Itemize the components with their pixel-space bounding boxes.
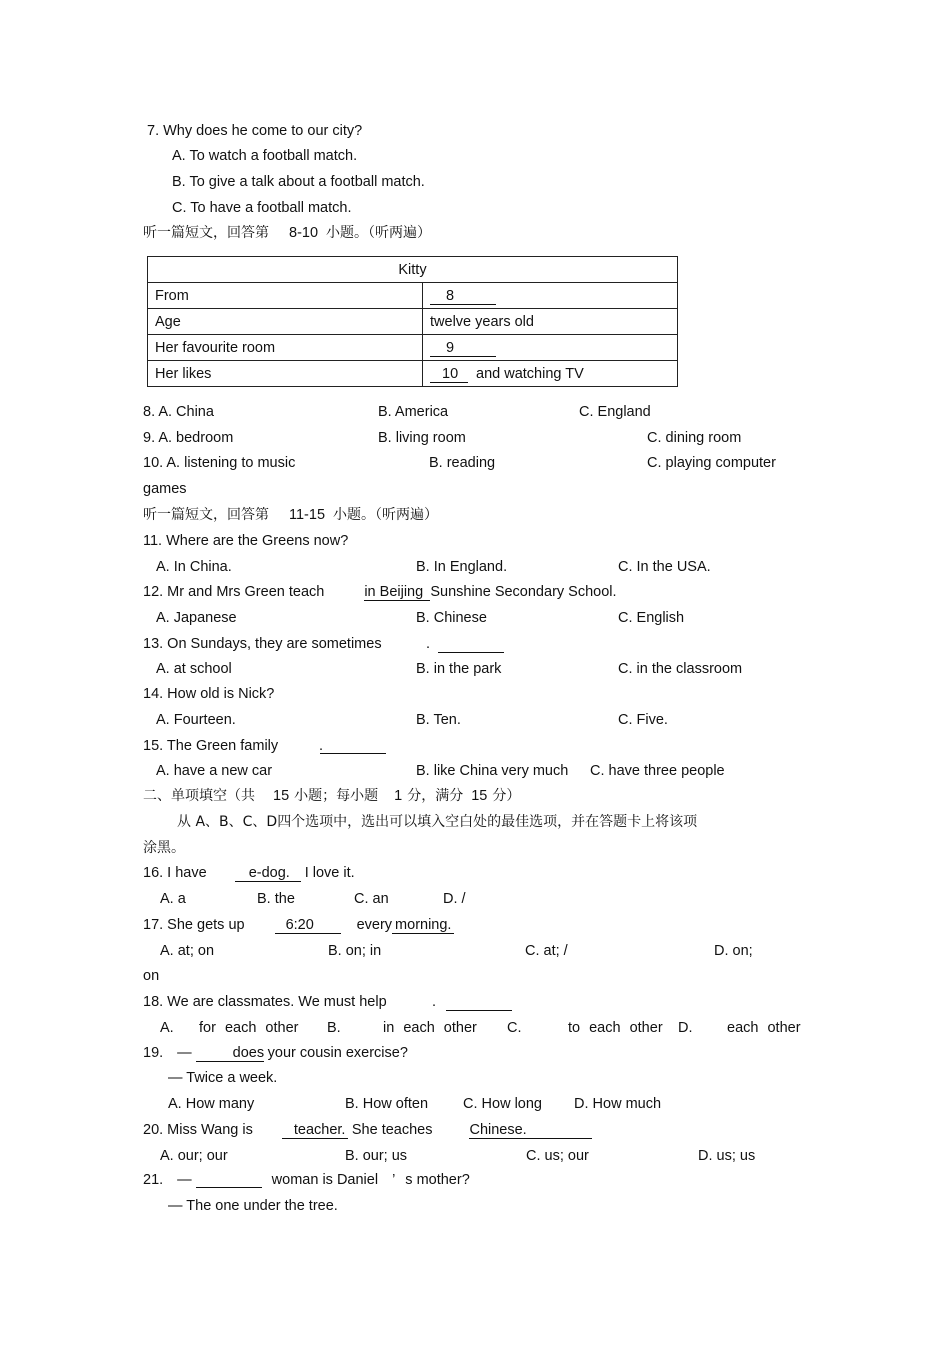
q10-option-c-cont: games (143, 481, 187, 497)
table-value: twelve years old (423, 309, 678, 335)
q18-question: 18. We are classmates. We must help (143, 994, 387, 1010)
q12-question: 12. Mr and Mrs Green teach in Beijing Sunshine Secondary School. (143, 584, 617, 600)
q18-option-d: each other (727, 1020, 801, 1036)
table-value: 10 and watching TV (423, 361, 678, 387)
q17-blank-2: morning. (392, 917, 454, 934)
q12-option-c: C. English (618, 610, 685, 626)
q13-question: 13. On Sundays, they are sometimes (143, 636, 382, 652)
q18-option-a-letter: A. (160, 1020, 174, 1036)
q10-option-b: B. reading (429, 455, 496, 471)
q15-question: 15. The Green family (143, 738, 279, 754)
q14-question: 14. How old is Nick? (143, 686, 275, 702)
q13-option-c: C. in the classroom (618, 661, 743, 677)
q18-option-b: in each other (383, 1020, 477, 1036)
table-label: Her likes (148, 361, 423, 387)
q8-option-a: 8. A. China (143, 404, 214, 420)
q9-option-b: B. living room (378, 430, 466, 446)
q19-answer: — Twice a week. (168, 1070, 278, 1086)
q13-blank (438, 652, 504, 653)
q16-question: 16. I have e-dog. I love it. (143, 865, 355, 881)
listening-instruction-2: 听一篇短文，回答第 11-15 小题。（听两遍） (143, 507, 439, 523)
q7-option-b: B. To give a talk about a football match. (172, 174, 425, 190)
q21-question: 21. — woman is Daniel ’ s mother? (143, 1172, 470, 1188)
q19-option-b: B. How often (345, 1096, 429, 1112)
q16-option-c: C. an (354, 891, 389, 907)
q17-question: 17. She gets up 6:20 every morning. (143, 916, 454, 934)
table-row (148, 361, 678, 387)
q20-blank: teacher. (282, 1122, 348, 1139)
q20-option-c: C. us; our (526, 1148, 589, 1164)
q19-blank: does (196, 1045, 264, 1062)
q11-option-a: A. In China. (156, 559, 232, 575)
blank-8: 8 (430, 288, 496, 305)
q9-option-a: 9. A. bedroom (143, 430, 234, 446)
table-title: Kitty (148, 257, 678, 283)
q12-option-a: A. Japanese (156, 610, 237, 626)
table-row (148, 309, 678, 335)
q9-option-c: C. dining room (647, 430, 742, 446)
q8-option-b: B. America (378, 404, 449, 420)
q18-option-c: to each other (568, 1020, 663, 1036)
q14-option-a: A. Fourteen. (156, 712, 236, 728)
q21-blank (196, 1171, 262, 1188)
q17-option-d-cont: on (143, 968, 160, 984)
q16-option-b: B. the (257, 891, 295, 907)
q15-dot: . (319, 738, 324, 754)
q12-blank: in Beijing (364, 584, 430, 601)
table-label: Her favourite room (148, 335, 423, 361)
q11-question: 11. Where are the Greens now? (143, 533, 349, 549)
q14-option-c: C. Five. (618, 712, 668, 728)
q21-answer: — The one under the tree. (168, 1198, 338, 1214)
q13-option-a: A. at school (156, 661, 232, 677)
kitty-info-table (147, 256, 678, 387)
q7-option-a: A. To watch a football match. (172, 148, 358, 164)
q15-option-a: A. have a new car (156, 763, 273, 779)
q18-dot: . (432, 994, 437, 1010)
q15-blank (320, 753, 386, 754)
q18-option-b-letter: B. (327, 1020, 341, 1036)
q16-blank: e-dog. (235, 865, 301, 882)
q19-option-d: D. How much (574, 1096, 662, 1112)
q18-option-a: for each other (199, 1020, 299, 1036)
q8-option-c: C. England (579, 404, 651, 420)
table-label: From (148, 283, 423, 309)
q15-option-c: C. have three people (590, 763, 725, 779)
q20-question: 20. Miss Wang is teacher. She teaches Chinese. (143, 1121, 592, 1139)
q20-option-d: D. us; us (698, 1148, 756, 1164)
q17-option-a: A. at; on (160, 943, 215, 959)
q11-option-b: B. In England. (416, 559, 508, 575)
q7-option-c: C. To have a football match. (172, 200, 352, 216)
q10-option-c: C. playing computer (647, 455, 776, 471)
section2-heading: 二、单项填空（共 15 小题；每小题 1 分，满分 15 分） (143, 788, 521, 804)
q14-option-b: B. Ten. (416, 712, 461, 728)
q13-dot: . (426, 636, 431, 652)
q17-blank: 6:20 (275, 917, 341, 934)
q12-option-b: B. Chinese (416, 610, 487, 626)
q18-option-c-letter: C. (507, 1020, 522, 1036)
q13-option-b: B. in the park (416, 661, 502, 677)
q18-option-d-letter: D. (678, 1020, 693, 1036)
q10-option-a: 10. A. listening to music (143, 455, 296, 471)
q17-option-c: C. at; / (525, 943, 568, 959)
q16-option-a: A. a (160, 891, 186, 907)
q19-option-a: A. How many (168, 1096, 255, 1112)
q19-option-c: C. How long (463, 1096, 542, 1112)
q19-question: 19. — does your cousin exercise? (143, 1045, 408, 1061)
q20-option-a: A. our; our (160, 1148, 228, 1164)
q17-option-b: B. on; in (328, 943, 382, 959)
q17-option-d: D. on; (714, 943, 753, 959)
table-value (423, 335, 678, 361)
q11-option-c: C. In the USA. (618, 559, 711, 575)
q20-blank-2: Chinese. (469, 1122, 592, 1139)
listening-instruction-1: 听一篇短文，回答第 8-10 小题。（听两遍） (143, 225, 432, 241)
table-label: Age (148, 309, 423, 335)
table-value (423, 283, 678, 309)
table-row (148, 335, 678, 361)
q18-blank (446, 1010, 512, 1011)
section2-instruction: 从 A、B、C、D四个选项中，选出可以填入空白处的最佳选项，并在答题卡上将该项 (177, 814, 698, 830)
q7-question: 7. Why does he come to our city? (147, 123, 363, 139)
blank-10: 10 (430, 366, 468, 383)
section2-instruction-cont: 涂黑。 (143, 840, 185, 856)
table-row (148, 283, 678, 309)
q15-option-b: B. like China very much (416, 763, 569, 779)
blank-9: 9 (430, 340, 496, 357)
q16-option-d: D. / (443, 891, 466, 907)
q20-option-b: B. our; us (345, 1148, 408, 1164)
